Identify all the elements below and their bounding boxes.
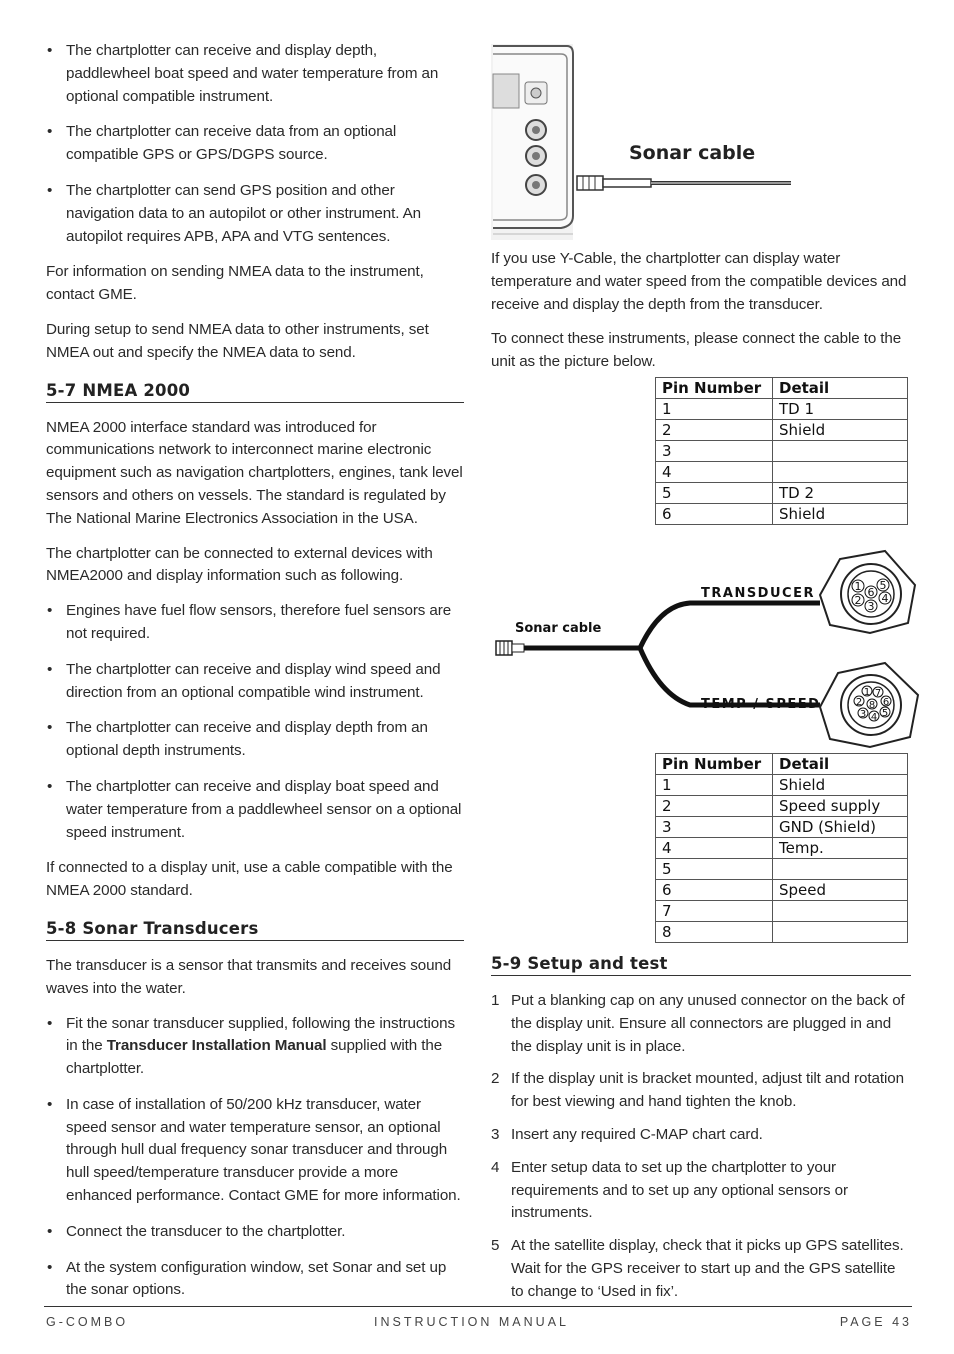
table-row: 2 Shield [656, 420, 908, 441]
svg-text:3: 3 [867, 600, 875, 613]
list-item: • The chartplotter can send GPS position and other navigation data to an autopilot or other instrument. An autopilot requires APB, APA and VTG sentences. [46, 180, 464, 248]
list-item: • Connect the transducer to the chartplotter. [46, 1221, 464, 1244]
svg-text:4: 4 [870, 712, 878, 723]
svg-text:1: 1 [854, 580, 862, 593]
table-header: Pin Number [656, 754, 773, 775]
list-item: 2 If the display unit is bracket mounted, adjust tilt and rotation for best viewing and hand tighten the knob. [491, 1070, 904, 1111]
svg-text:5: 5 [879, 579, 887, 592]
list-item: 5 At the satellite display, check that it picks up GPS satellites. Wait for the GPS receiver to start up and the GPS satellite to change to ‘Used in fix’. [491, 1237, 904, 1300]
paragraph: If you use Y-Cable, the chartplotter can display water temperature and water speed from the compatible devices and receive and display the depth from the transducer. [491, 250, 907, 313]
table-row: 5 TD 2 [656, 483, 908, 504]
svg-text:7: 7 [874, 688, 882, 699]
table-row: 4 [656, 462, 908, 483]
list-item: • The chartplotter can receive and display boat speed and water temperature from a paddlewheel sensor on a optional speed instrument. [46, 776, 464, 844]
list-item: • Fit the sonar transducer supplied, following the instructions in the Transducer Installation Manual supplied with the chartplotter. [46, 1013, 464, 1081]
heading-sonar-transducers: 5-8 Sonar Transducers [46, 919, 464, 941]
table-row: 3 GND (Shield) [656, 817, 908, 838]
footer-product: G-COMBO [46, 1315, 129, 1329]
table-header: Pin Number [656, 378, 773, 399]
table-row: 1 TD 1 [656, 399, 908, 420]
list-item: • The chartplotter can receive and display wind speed and direction from an optional compatible wind instrument. [46, 659, 464, 705]
list-item: • Engines have fuel flow sensors, therefore fuel sensors are not required. [46, 600, 464, 646]
heading-nmea-2000: 5-7 NMEA 2000 [46, 381, 464, 403]
table-row: 3 [656, 441, 908, 462]
svg-text:6: 6 [867, 586, 875, 599]
svg-text:3: 3 [859, 709, 867, 720]
footer-manual-title: INSTRUCTION MANUAL [374, 1315, 569, 1329]
right-column [491, 44, 911, 386]
sonar-bullets [46, 1013, 464, 1303]
table-row: 1 Shield [656, 775, 908, 796]
setup-section [491, 938, 911, 1314]
list-item: • The chartplotter can receive and display depth from an optional depth instruments. [46, 717, 464, 763]
table-row: 6 Shield [656, 504, 908, 525]
paragraph: During setup to send NMEA data to other instruments, set NMEA out and specify the NMEA data to send. [46, 320, 429, 361]
paragraph: If connected to a display unit, use a cable compatible with the NMEA 2000 standard. [46, 859, 453, 900]
transducer-label: TRANSDUCER [701, 586, 815, 601]
paragraph: NMEA 2000 interface standard was introduced for communications network to interconnect marine electronic equipment such as navigation chartplotters, engines, tank level sensors and others on vessels. The standard is regulated by The National Marine Electronics Association in the USA. [46, 418, 463, 527]
nmea-bullets [46, 600, 464, 844]
left-column [46, 40, 464, 1315]
sonar-cable-diagram-label: Sonar cable [515, 621, 602, 636]
table-row: 7 [656, 901, 908, 922]
paragraph: The transducer is a sensor that transmits and receives sound waves into the water. [46, 956, 452, 997]
table-row: 6 Speed [656, 880, 908, 901]
list-item: • The chartplotter can receive and display depth, paddlewheel boat speed and water temperature from an optional compatible instrument. [46, 40, 464, 108]
list-item: • The chartplotter can receive data from an optional compatible GPS or GPS/DGPS source. [46, 121, 464, 167]
paragraph: The chartplotter can be connected to external devices with NMEA2000 and display information such as following. [46, 544, 433, 585]
table-row: 5 [656, 859, 908, 880]
table-row: 4 Temp. [656, 838, 908, 859]
page-footer [44, 1306, 912, 1337]
list-item: 1 Put a blanking cap on any unused connector on the back of the display unit. Ensure all connectors are plugged in and the display unit is in place. [491, 992, 905, 1055]
heading-setup-and-test: 5-9 Setup and test [491, 954, 911, 976]
paragraph: For information on sending NMEA data to the instrument, contact GME. [46, 263, 424, 304]
page-number: PAGE 43 [839, 1315, 912, 1329]
list-item: 4 Enter setup data to set up the chartplotter to your requirements and to set up any optional sensors or instruments. [491, 1158, 848, 1222]
temp-speed-label: TEMP / SPEED [701, 697, 821, 712]
svg-text:8: 8 [868, 700, 876, 711]
table-header: Detail [773, 378, 908, 399]
list-item: • At the system configuration window, set Sonar and set up the sonar options. [46, 1257, 464, 1303]
sonar-cable-label: Sonar cable [629, 142, 756, 164]
svg-text:5: 5 [881, 708, 889, 719]
table-row: 2 Speed supply [656, 796, 908, 817]
table-row: 8 [656, 922, 908, 943]
manual-title: Transducer Installation Manual [106, 1037, 327, 1055]
svg-text:6: 6 [882, 697, 890, 708]
gps-bullets [46, 40, 464, 248]
svg-text:2: 2 [855, 697, 863, 708]
svg-text:4: 4 [881, 592, 889, 605]
setup-steps [491, 990, 911, 1304]
temp-speed-pin-table [655, 753, 908, 943]
paragraph: To connect these instruments, please connect the cable to the unit as the picture below. [491, 330, 902, 371]
transducer-pin-table [655, 377, 908, 525]
y-cable-diagram [490, 545, 940, 765]
list-item: 3 Insert any required C-MAP chart card. [491, 1125, 763, 1143]
list-item: • In case of installation of 50/200 kHz transducer, water speed sensor and water temperature sensor, an optional through hull dual frequency sonar transducer and through hull speed/temperature transducer provide a more enhanced performance. Contact GME for more information. [46, 1094, 464, 1208]
svg-text:1: 1 [863, 687, 871, 698]
sonar-cable-figure [491, 44, 911, 240]
table-header: Detail [773, 754, 908, 775]
svg-text:2: 2 [854, 594, 862, 607]
